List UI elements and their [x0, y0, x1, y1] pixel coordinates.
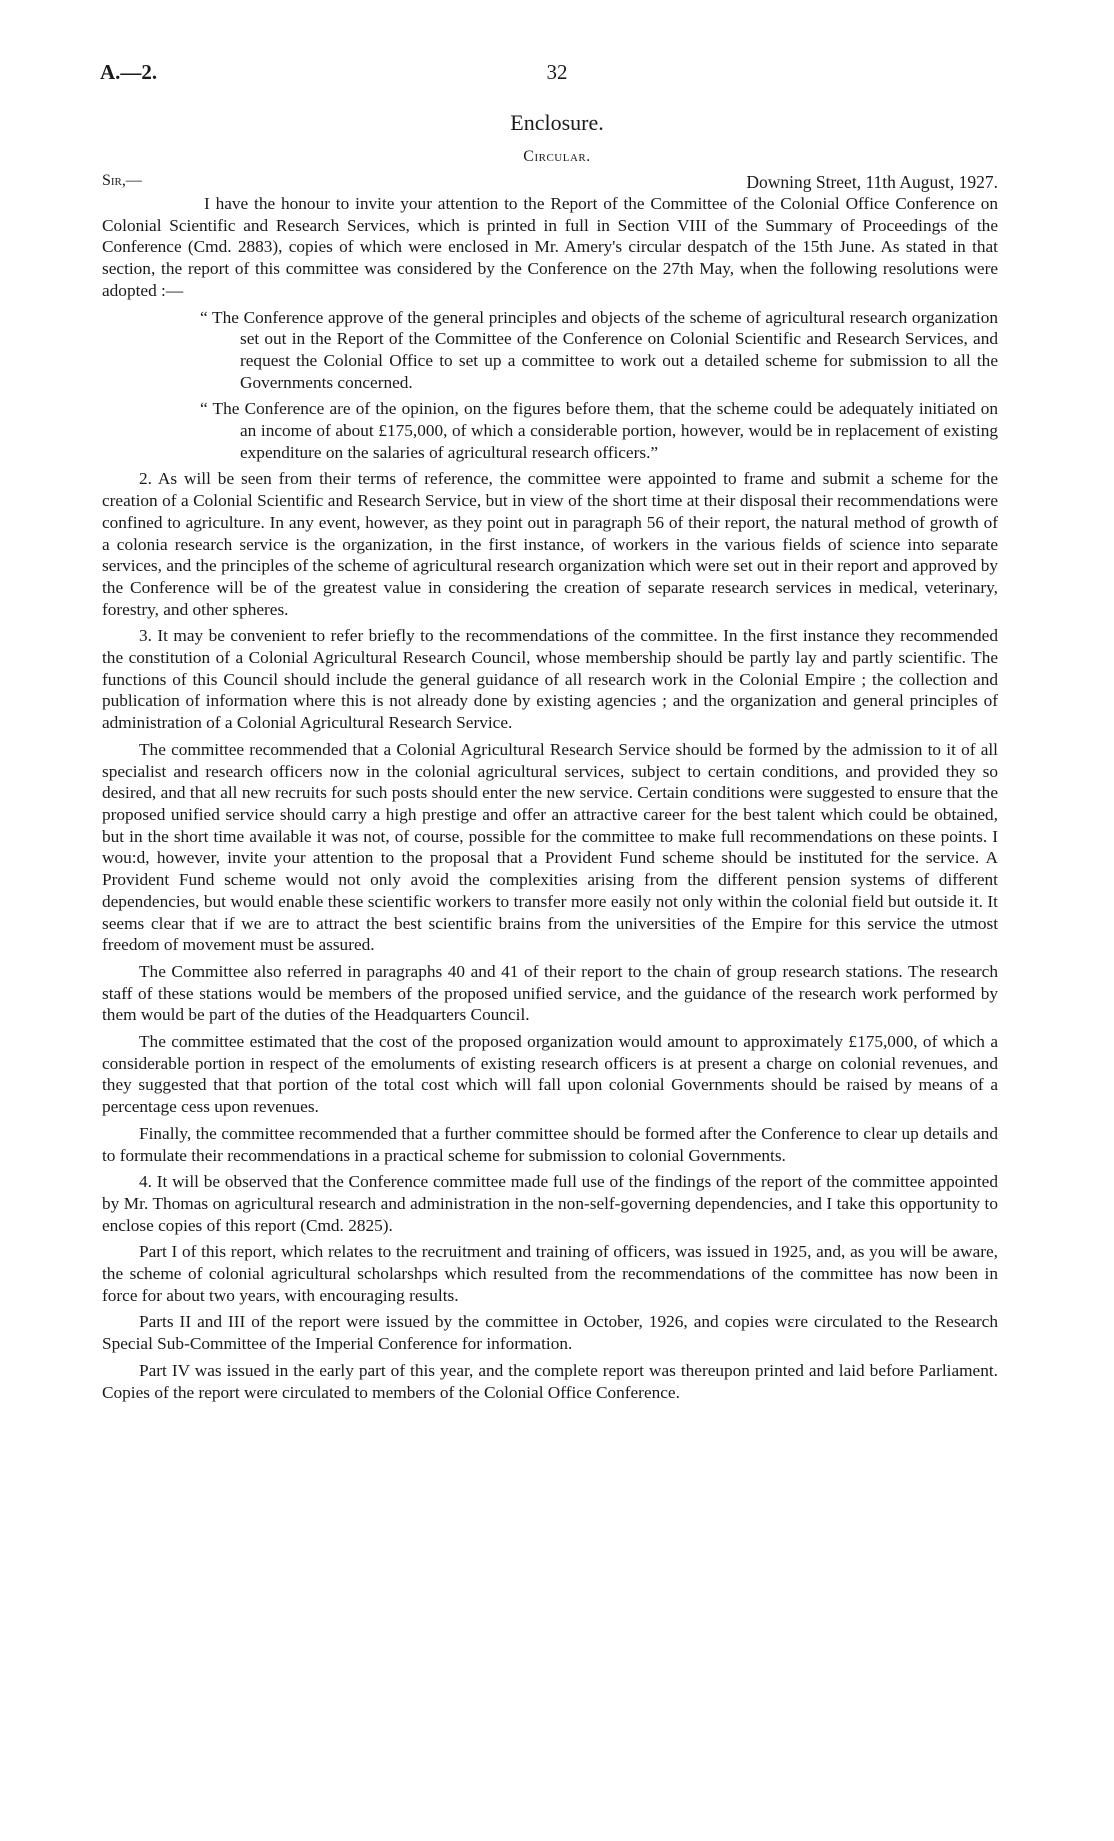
paragraph-part-four: Part IV was issued in the early part of this year, and the complete report was thereupon printed and laid before Parliament. Copies of the report were circulated to members of the Colonial Office Conference. [102, 1360, 998, 1402]
salutation: Sir,— [102, 172, 142, 189]
paragraph-parts-two-three: Parts II and III of the report were issued by the committee in October, 1926, and copies wεre circulated to the Research Special Sub-Committee of the Imperial Conference for information. [102, 1312, 998, 1354]
dateline: Downing Street, 11th August, 1927. [746, 172, 998, 192]
paragraph-3: 3. It may be convenient to refer briefly to the recommendations of the committee. In the first instance they recommended the constitution of a Colonial Agricultural Research Council, whose membership should be partly lay and partly scientific. The functions of this Council should include the general guidance of all research work in the Colonial Empire ; the collection and publication of information where this is not already done by existing agencies ; and the organization and general principles of administration of a Colonial Agricultural Research Service. [102, 626, 998, 733]
paragraph-intro: I have the honour to invite your attention to the Report of the Committee of the Colonial Office Conference on Colonial Scientific and Research Services, which is printed in full in Section VIII of the Summary of Proceedings of the Conference (Cmd. 2883), copies of which were enclosed in Mr. Amery's circular despatch of the 15th June. As stated in that section, the report of this committee was considered by the Conference on the 27th May, when the following resolutions were adopted :— [102, 194, 998, 300]
document-reference: A.—2. [100, 60, 158, 84]
letter-body [102, 193, 998, 1408]
resolution-2: “ The Conference are of the opinion, on the figures before them, that the scheme could be adequately initiated on an income of about £175,000, of which a considerable portion, however, would be in replacement of existing expenditure on the salaries of agricultural research officers.” [200, 399, 998, 462]
paragraph-part-one: Part I of this report, which relates to the recruitment and training of officers, was issued in 1925, and, as you will be aware, the scheme of colonial agricultural scholarshps which resulted from the recommendations of the committee has now been in force for about two years, with encouraging results. [102, 1242, 998, 1305]
paragraph-cost-estimate: The committee estimated that the cost of the proposed organization would amount to approximately £175,000, of which a considerable portion in respect of the emoluments of existing research officers is at present a charge on colonial revenues, and they suggested that that portion of the total cost which will fall upon colonial Governments should be raised by means of a percentage cess upon revenues. [102, 1032, 998, 1117]
paragraph-2: 2. As will be seen from their terms of reference, the committee were appointed to frame and submit a scheme for the creation of a Colonial Scientific and Research Service, but in view of the short time at their disposal their recommendations were confined to agriculture. In any event, however, as they point out in paragraph 56 of their report, the natural method of growth of a colonia research service is the organization, in the first instance, of workers in the various fields of science into separate services, and the principles of the scheme of agricultural research organization which were set out in their report and approved by the Conference will be of the greatest value in considering the creation of separate research services in medical, veterinary, forestry, and other spheres. [102, 469, 998, 619]
paragraph-group-stations: The Committee also referred in paragraphs 40 and 41 of their report to the chain of group research stations. The research staff of these stations would be members of the proposed unified service, and the guidance of the research work performed by them would be part of the duties of the Headquarters Council. [102, 961, 998, 1025]
circular-subheading: Circular. [523, 148, 591, 165]
paragraph-further-committee: Finally, the committee recommended that a further committee should be formed after the Conference to clear up details and to formulate their recommendations in a practical scheme for submission to colonial Governments. [102, 1123, 998, 1165]
paragraph-4: 4. It will be observed that the Conference committee made full use of the findings of the report of the committee appointed by Mr. Thomas on agricultural research and administration in the non-self-governing dependencies, and I take this opportunity to enclose copies of this report (Cmd. 2825). [102, 1172, 998, 1235]
page-number: 32 [546, 60, 568, 84]
enclosure-heading: Enclosure. [510, 110, 604, 135]
resolution-1: “ The Conference approve of the general principles and objects of the scheme of agricultural research organization set out in the Report of the Committee of the Conference on Colonial Scientific and Research Services, and request the Colonial Office to set up a committee to work out a detailed scheme for submission to all the Governments concerned. [200, 307, 998, 392]
paragraph-research-service: The committee recommended that a Colonial Agricultural Research Service should be formed by the admission to it of all specialist and research officers now in the colonial agricultural services, subject to certain conditions, and provided they so desired, and that all new recruits for such posts should enter the new service. Certain conditions were suggested to ensure that the proposed unified service should carry a high prestige and offer an attractive career for the best talent which could be obtained, but in the short time available it was not, of course, possible for the committee to make full recommendations on these points. I wou:d, however, invite your attention to the proposal that a Provident Fund scheme should be instituted for the service. A Provident Fund scheme would not only avoid the complexities arising from the different pension systems of different dependencies, but would enable these scientific workers to transfer more easily not only within the colonial field but outside it. It seems clear that if we are to attract the best scientific brains from the universities of the Empire for this service the utmost freedom of movement must be assured. [102, 739, 998, 955]
